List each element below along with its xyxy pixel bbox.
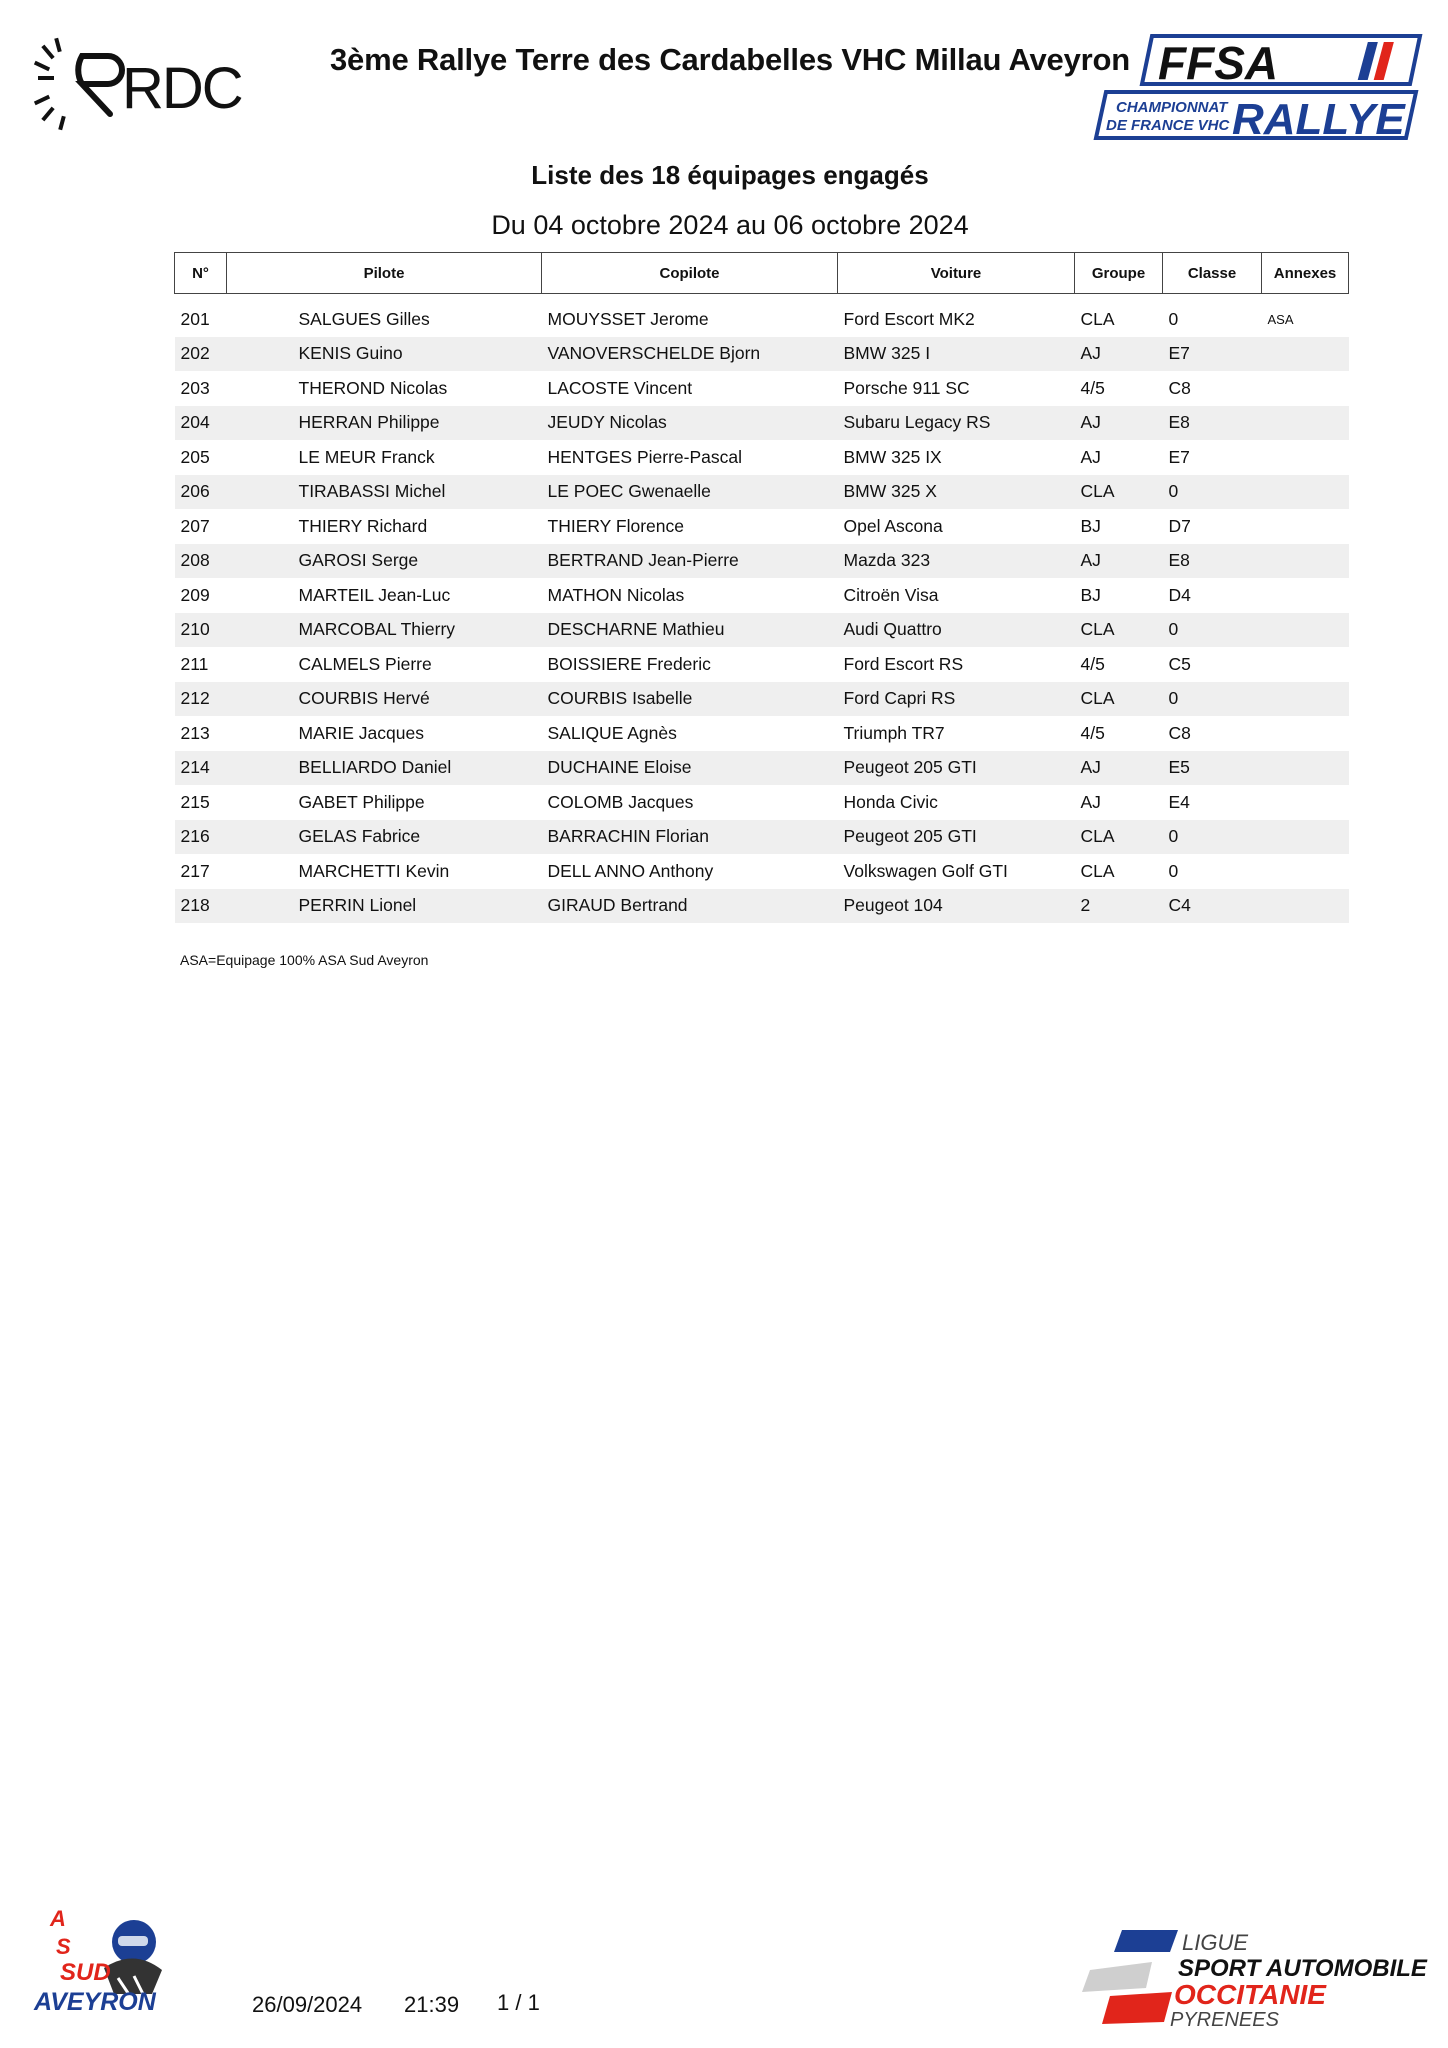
- ffsa-logo-line2: DE FRANCE VHC: [1106, 117, 1230, 134]
- cell-annexes: [1262, 544, 1349, 579]
- ligue-logo-l2: SPORT AUTOMOBILE: [1178, 1955, 1427, 1982]
- cell-groupe: AJ: [1075, 406, 1163, 441]
- cell-copilote: SALIQUE Agnès: [542, 716, 838, 751]
- table-row: [175, 302, 1349, 337]
- cell-groupe: CLA: [1075, 820, 1163, 855]
- cell-groupe: AJ: [1075, 337, 1163, 372]
- cell-annexes: [1262, 440, 1349, 475]
- cell-voiture: Volkswagen Golf GTI: [838, 854, 1075, 889]
- cell-voiture: BMW 325 X: [838, 475, 1075, 510]
- table-row: [175, 371, 1349, 406]
- cell-voiture: Triumph TR7: [838, 716, 1075, 751]
- cell-groupe: CLA: [1075, 854, 1163, 889]
- cell-copilote: BARRACHIN Florian: [542, 820, 838, 855]
- entries-table: [174, 252, 1349, 923]
- cell-copilote: BERTRAND Jean-Pierre: [542, 544, 838, 579]
- cell-annexes: [1262, 820, 1349, 855]
- cell-pilote: SALGUES Gilles: [227, 302, 542, 337]
- cell-voiture: Opel Ascona: [838, 509, 1075, 544]
- cell-classe: E7: [1163, 440, 1262, 475]
- cell-pilote: LE MEUR Franck: [227, 440, 542, 475]
- col-header-groupe: Groupe: [1075, 253, 1163, 294]
- cell-copilote: MOUYSSET Jerome: [542, 302, 838, 337]
- cell-number: 213: [175, 716, 227, 751]
- table-row: [175, 854, 1349, 889]
- cell-classe: 0: [1163, 613, 1262, 648]
- cell-copilote: COURBIS Isabelle: [542, 682, 838, 717]
- cell-annexes: [1262, 647, 1349, 682]
- table-row: [175, 889, 1349, 924]
- col-header-copilote: Copilote: [542, 253, 838, 294]
- cell-number: 208: [175, 544, 227, 579]
- cell-classe: C5: [1163, 647, 1262, 682]
- cell-groupe: AJ: [1075, 440, 1163, 475]
- cell-classe: E7: [1163, 337, 1262, 372]
- table-row: [175, 509, 1349, 544]
- cell-pilote: PERRIN Lionel: [227, 889, 542, 924]
- cell-classe: 0: [1163, 302, 1262, 337]
- cell-number: 217: [175, 854, 227, 889]
- cell-pilote: MARCHETTI Kevin: [227, 854, 542, 889]
- cell-voiture: Ford Capri RS: [838, 682, 1075, 717]
- cell-number: 211: [175, 647, 227, 682]
- table-row: [175, 406, 1349, 441]
- table-row: [175, 613, 1349, 648]
- cell-groupe: 4/5: [1075, 647, 1163, 682]
- cell-pilote: GAROSI Serge: [227, 544, 542, 579]
- table-row: [175, 578, 1349, 613]
- cell-annexes: [1262, 475, 1349, 510]
- cell-annexes: [1262, 682, 1349, 717]
- rdc-logo-text: RDC: [122, 56, 242, 121]
- cell-number: 218: [175, 889, 227, 924]
- cell-annexes: [1262, 889, 1349, 924]
- cell-pilote: THIERY Richard: [227, 509, 542, 544]
- cell-voiture: Ford Escort MK2: [838, 302, 1075, 337]
- table-row: [175, 647, 1349, 682]
- table-row: [175, 751, 1349, 786]
- cell-number: 214: [175, 751, 227, 786]
- ligue-logo-l3: OCCITANIE: [1174, 1979, 1326, 2010]
- col-header-classe: Classe: [1163, 253, 1262, 294]
- cell-groupe: CLA: [1075, 613, 1163, 648]
- table-row: [175, 337, 1349, 372]
- ffsa-logo-line1: CHAMPIONNAT: [1116, 99, 1228, 116]
- cell-classe: C8: [1163, 716, 1262, 751]
- cell-copilote: VANOVERSCHELDE Bjorn: [542, 337, 838, 372]
- cell-voiture: Peugeot 104: [838, 889, 1075, 924]
- ligue-occitanie-logo: [1082, 1922, 1427, 2034]
- cell-classe: D4: [1163, 578, 1262, 613]
- cell-number: 206: [175, 475, 227, 510]
- cell-pilote: TIRABASSI Michel: [227, 475, 542, 510]
- cell-pilote: MARCOBAL Thierry: [227, 613, 542, 648]
- table-row: [175, 544, 1349, 579]
- cell-groupe: AJ: [1075, 544, 1163, 579]
- cell-number: 209: [175, 578, 227, 613]
- col-header-pilote: Pilote: [227, 253, 542, 294]
- table-row: [175, 716, 1349, 751]
- cell-groupe: 4/5: [1075, 716, 1163, 751]
- cell-groupe: CLA: [1075, 475, 1163, 510]
- cell-number: 205: [175, 440, 227, 475]
- cell-number: 212: [175, 682, 227, 717]
- table-row: [175, 785, 1349, 820]
- cell-pilote: COURBIS Hervé: [227, 682, 542, 717]
- date-range: Du 04 octobre 2024 au 06 octobre 2024: [491, 210, 969, 240]
- cell-annexes: [1262, 716, 1349, 751]
- cell-groupe: AJ: [1075, 751, 1163, 786]
- cell-annexes: [1262, 578, 1349, 613]
- page-number: 1 / 1: [497, 1990, 540, 2015]
- table-row: [175, 820, 1349, 855]
- cell-pilote: GABET Philippe: [227, 785, 542, 820]
- cell-annexes: [1262, 854, 1349, 889]
- cell-annexes: [1262, 751, 1349, 786]
- asa-sud-aveyron-logo: [34, 1908, 174, 2018]
- ffsa-logo-word: RALLYE: [1232, 95, 1405, 144]
- cell-pilote: KENIS Guino: [227, 337, 542, 372]
- cell-groupe: AJ: [1075, 785, 1163, 820]
- asa-logo-letter-a: A: [50, 1906, 66, 1931]
- cell-groupe: 2: [1075, 889, 1163, 924]
- cell-voiture: Honda Civic: [838, 785, 1075, 820]
- cell-number: 210: [175, 613, 227, 648]
- table-row: [175, 440, 1349, 475]
- cell-classe: 0: [1163, 820, 1262, 855]
- cell-voiture: Subaru Legacy RS: [838, 406, 1075, 441]
- col-header-annexes: Annexes: [1262, 253, 1349, 294]
- cell-groupe: BJ: [1075, 509, 1163, 544]
- cell-pilote: MARTEIL Jean-Luc: [227, 578, 542, 613]
- cell-classe: 0: [1163, 475, 1262, 510]
- cell-annexes: [1262, 785, 1349, 820]
- asa-logo-sud: SUD: [60, 1959, 111, 1986]
- cell-pilote: GELAS Fabrice: [227, 820, 542, 855]
- asa-logo-letter-s: S: [56, 1934, 71, 1959]
- cell-number: 202: [175, 337, 227, 372]
- table-header-row: [175, 253, 1349, 294]
- col-header-number: N°: [175, 253, 227, 294]
- cell-pilote: BELLIARDO Daniel: [227, 751, 542, 786]
- table-row: [175, 475, 1349, 510]
- cell-number: 215: [175, 785, 227, 820]
- cell-annexes: [1262, 509, 1349, 544]
- cell-voiture: Citroën Visa: [838, 578, 1075, 613]
- cell-classe: 0: [1163, 854, 1262, 889]
- cell-classe: E8: [1163, 544, 1262, 579]
- cell-classe: E5: [1163, 751, 1262, 786]
- cell-copilote: JEUDY Nicolas: [542, 406, 838, 441]
- cell-copilote: LE POEC Gwenaelle: [542, 475, 838, 510]
- cell-classe: E8: [1163, 406, 1262, 441]
- table-row: [175, 682, 1349, 717]
- cell-copilote: BOISSIERE Frederic: [542, 647, 838, 682]
- cell-copilote: GIRAUD Bertrand: [542, 889, 838, 924]
- cell-annexes: [1262, 406, 1349, 441]
- cell-pilote: THEROND Nicolas: [227, 371, 542, 406]
- ligue-logo-l4: PYRENEES: [1170, 2009, 1279, 2031]
- cell-voiture: Peugeot 205 GTI: [838, 751, 1075, 786]
- print-date: 26/09/2024: [252, 1992, 363, 2017]
- table-body: [175, 294, 1349, 924]
- cell-annexes: [1262, 371, 1349, 406]
- rdc-logo: [38, 36, 242, 132]
- cell-copilote: DESCHARNE Mathieu: [542, 613, 838, 648]
- cell-voiture: Peugeot 205 GTI: [838, 820, 1075, 855]
- cell-voiture: Audi Quattro: [838, 613, 1075, 648]
- cell-copilote: COLOMB Jacques: [542, 785, 838, 820]
- ligue-logo-l1: LIGUE: [1182, 1930, 1249, 1955]
- cell-voiture: BMW 325 I: [838, 337, 1075, 372]
- legend-note: ASA=Equipage 100% ASA Sud Aveyron: [180, 952, 429, 968]
- list-title: Liste des 18 équipages engagés: [531, 160, 929, 190]
- cell-classe: 0: [1163, 682, 1262, 717]
- cell-pilote: HERRAN Philippe: [227, 406, 542, 441]
- cell-copilote: DELL ANNO Anthony: [542, 854, 838, 889]
- cell-copilote: THIERY Florence: [542, 509, 838, 544]
- cell-groupe: 4/5: [1075, 371, 1163, 406]
- cell-annexes: [1262, 337, 1349, 372]
- cell-voiture: Porsche 911 SC: [838, 371, 1075, 406]
- cell-voiture: Ford Escort RS: [838, 647, 1075, 682]
- col-header-voiture: Voiture: [838, 253, 1075, 294]
- asa-logo-aveyron: AVEYRON: [34, 1988, 156, 2016]
- print-time: 21:39: [404, 1992, 460, 2017]
- ffsa-logo-text: FFSA: [1158, 37, 1279, 89]
- event-title: 3ème Rallye Terre des Cardabelles VHC Millau Aveyron: [330, 42, 1130, 77]
- cell-copilote: DUCHAINE Eloise: [542, 751, 838, 786]
- cell-groupe: BJ: [1075, 578, 1163, 613]
- cell-classe: E4: [1163, 785, 1262, 820]
- cell-groupe: CLA: [1075, 682, 1163, 717]
- cell-number: 203: [175, 371, 227, 406]
- cell-groupe: CLA: [1075, 302, 1163, 337]
- cell-copilote: HENTGES Pierre-Pascal: [542, 440, 838, 475]
- cell-copilote: LACOSTE Vincent: [542, 371, 838, 406]
- cell-pilote: CALMELS Pierre: [227, 647, 542, 682]
- cell-number: 201: [175, 302, 227, 337]
- cell-number: 216: [175, 820, 227, 855]
- cell-classe: D7: [1163, 509, 1262, 544]
- cell-annexes: [1262, 613, 1349, 648]
- cell-voiture: BMW 325 IX: [838, 440, 1075, 475]
- cell-classe: C4: [1163, 889, 1262, 924]
- cell-annexes: ASA: [1262, 302, 1349, 337]
- cell-pilote: MARIE Jacques: [227, 716, 542, 751]
- cell-voiture: Mazda 323: [838, 544, 1075, 579]
- cell-number: 207: [175, 509, 227, 544]
- cell-number: 204: [175, 406, 227, 441]
- cell-copilote: MATHON Nicolas: [542, 578, 838, 613]
- cell-classe: C8: [1163, 371, 1262, 406]
